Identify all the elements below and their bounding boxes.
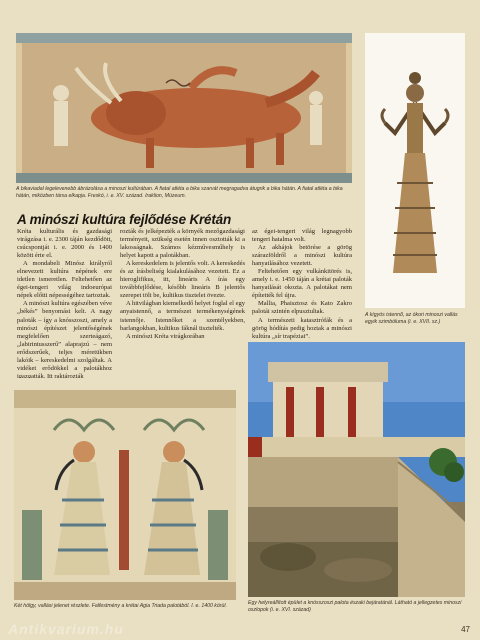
- ladies-fresco-image: [14, 390, 236, 600]
- article-title: A minószi kultúra fejlődése Krétán: [17, 212, 231, 227]
- article-column-1: [17, 228, 112, 378]
- col3-paragraph: Az akhájok betörése a görög szárazföldről a minószi kultúra hanyatlásához vezetett.: [252, 244, 352, 268]
- knossos-palace-image: [248, 342, 465, 597]
- snake-goddess-image: [365, 33, 465, 308]
- article-column-2: [120, 228, 245, 378]
- photo-icon: [248, 342, 465, 597]
- col3-paragraph: A természeti katasztrófák és a görög hódítás pedig hoztak a minószi kultúra „sír trapéziai”.: [252, 316, 352, 340]
- col1-paragraph: Kréta kulturális és gazdasági virágzása i. e. 2300 táján kezdődött, csúcspontját i. e. 2000 és 1400 között érte el.: [17, 228, 112, 260]
- knossos-palace-caption: Egy helyreállított épület a knósszoszi palota északi bejáratánál. Látható a jellegzetes minoszi oszlopok (i. e. XVI. század): [248, 600, 462, 613]
- col2-paragraph: A hitvilágban kiemelkedő helyet foglal el egy anyaistennő, a természet termékenységének istennője. Istennőket a szentélyekben, barlangokban, kultikus fáknál tisztelték.: [120, 300, 245, 332]
- page-number: 47: [461, 625, 470, 634]
- ladies-fresco-caption: Két hölgy, vallási jelenet részlete. Falfestmény a krétai Agia Triada palotából. I. e. 1400 körül.: [14, 603, 227, 609]
- bull-leaping-fresco-image: [16, 33, 352, 183]
- snake-goddess-caption: A kígyós istennő, az ókori minoszi vallás egyik szimbóluma (i. e. XVII. sz.): [365, 312, 458, 325]
- watermark-text: Antikvarium.hu: [8, 621, 124, 637]
- col1-paragraph: A minószi kultúra egészében véve „békés” benyomást kelt. A nagy paloták – így a knósszoszi, amely a minószi építészet jelentőségének megfelelően szerteágazó, „labirintusszerű” alaprajzú – nem erődszerűek, teljes méretükben lakóik – kereskedelmi szolgáltak. A vidéket erődökkel a palotákhoz igazgatták. Itt raktározták: [17, 300, 112, 378]
- fresco-icon: [14, 390, 236, 600]
- col3-paragraph: Mallia, Phaisztosz és Kato Zakro palotái szintén elpusztultak.: [252, 300, 352, 316]
- col3-paragraph: az égei-tengeri világ legnagyobb tengeri hatalma volt.: [252, 228, 352, 244]
- statue-icon: [365, 33, 465, 308]
- bull-fresco-caption: A bikaviadal legelevenebb ábrázolása a minoszi kultúrában. A fiatal atléta a bika szarvát megragadva átugrik a bika hátán. A fiatal atléta a bika hátán, miközben társa elkapja. Freskó, i. e. XV. század. Iraklion, Múzeum.: [16, 186, 343, 199]
- col3-paragraph: Feltehetően egy vulkánkitörés is, amely i. e. 1450 táján a krétai paloták hanyatlását okozta. A palotákat nem építették fel újra.: [252, 268, 352, 300]
- col2-paragraph: A minószi Kréta virágkorában: [126, 332, 205, 340]
- col1-paragraph: A mondabeli Minósz királyról elnevezett kultúra népének ere idetlen ismeretlen. Feltehetően az égei-tengeri világ indoeurópai népek előtti népességéhez tartoztak.: [17, 260, 112, 300]
- col2-paragraph: rozták és jelképezték a környék mezőgazdasági terményeit, szükség esetén innen osztották ki a lakosságnak. Számos kézművesműhely is helyet kapott a palotákban.: [120, 228, 245, 260]
- fresco-icon: [16, 33, 352, 183]
- col2-paragraph: A kereskedelem is jelentős volt. A kereskedés és az írásbeliség kialakulásához vezetett. Ez a hieroglifikus, itt, lineáris A írás egy továbbfejlődése, később lineáris B jelentős szerepet tölt be, kultikus tisztelet övezte.: [120, 260, 245, 300]
- article-column-3: [252, 228, 352, 340]
